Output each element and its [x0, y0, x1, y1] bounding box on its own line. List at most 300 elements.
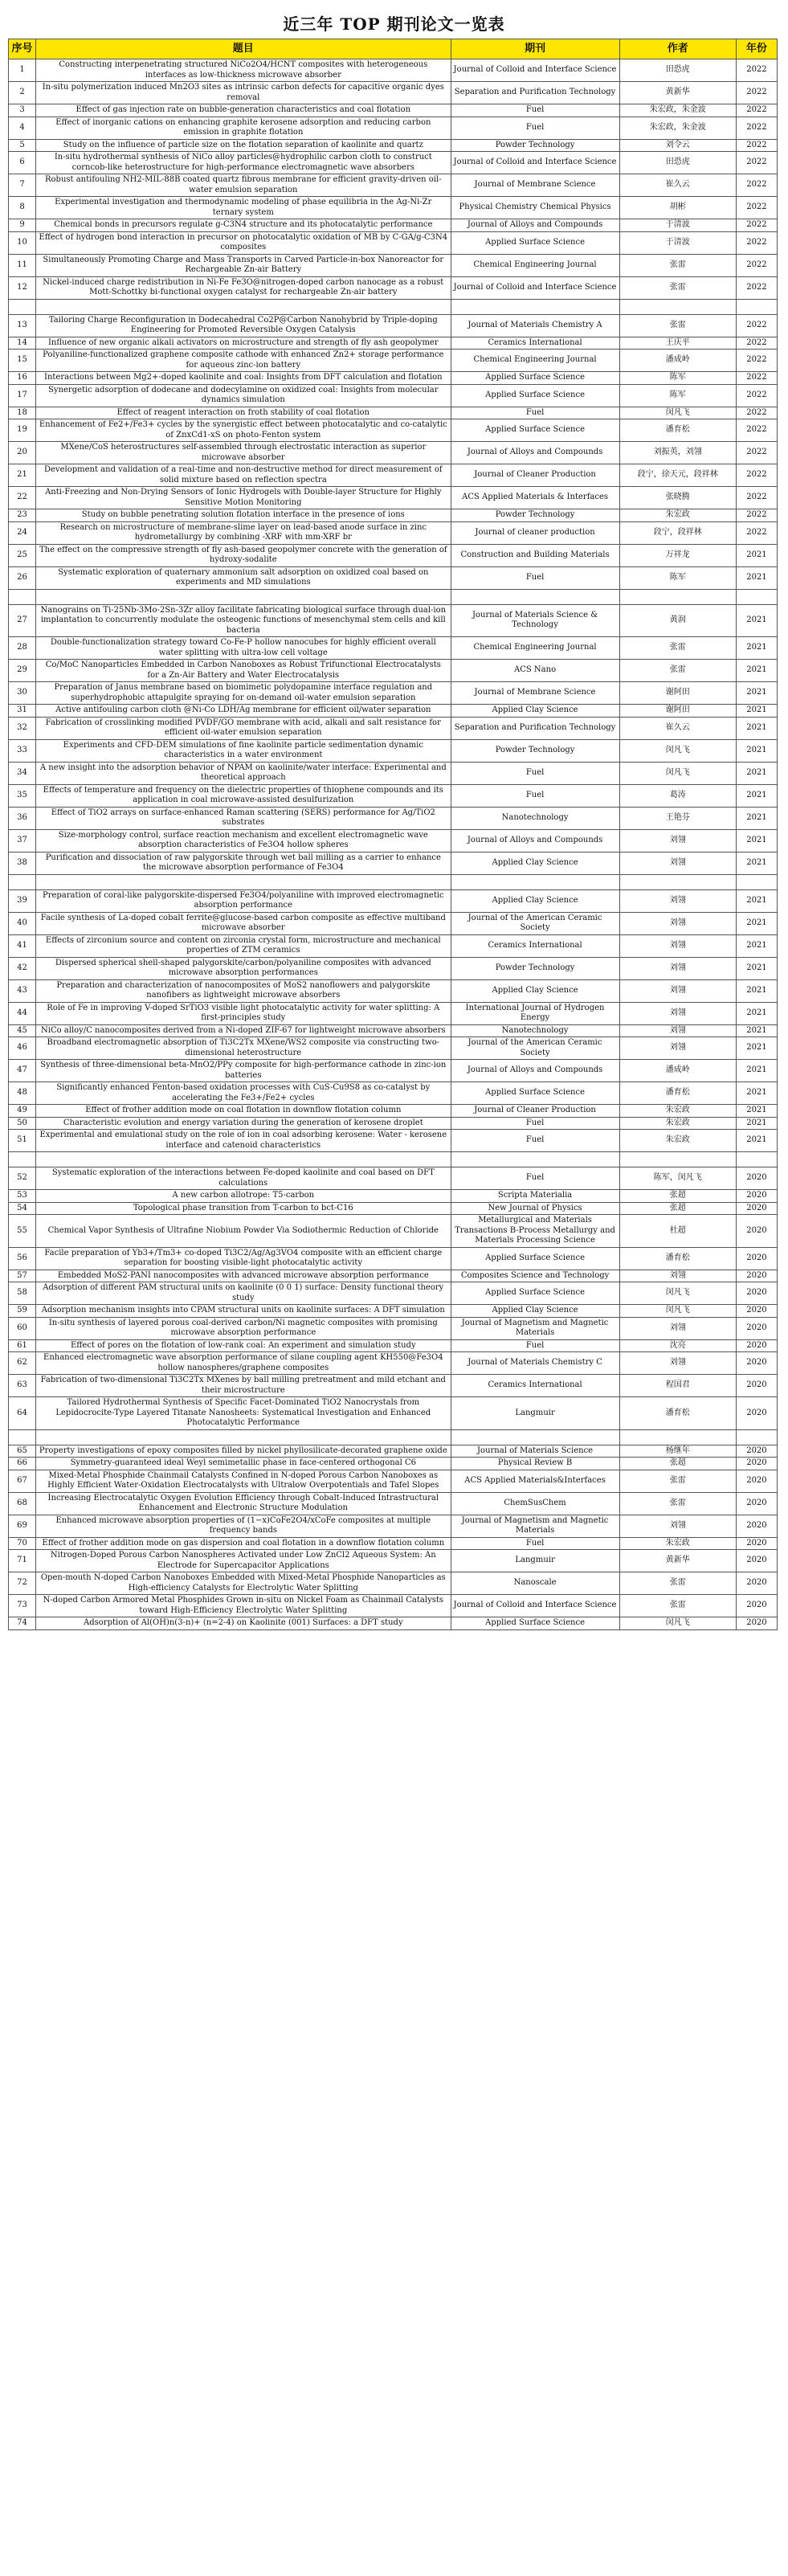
author-name: 陈军 [619, 372, 736, 385]
author-name: 陈军 [619, 384, 736, 407]
author-name: 田恐虎 [619, 152, 736, 174]
table-spacer-row [9, 1429, 778, 1445]
author-name: 刘翎 [619, 852, 736, 874]
year-cell: 2022 [736, 197, 777, 219]
table-spacer-row [9, 874, 778, 889]
year-cell: 2020 [736, 1215, 777, 1248]
journal-name: Nanotechnology [451, 1024, 619, 1037]
spacer-cell [736, 1429, 777, 1445]
table-row [9, 1317, 778, 1339]
author-name: 张超 [619, 1202, 736, 1215]
journal-name: Applied Surface Science [451, 1282, 619, 1305]
journal-name: ChemSusChem [451, 1492, 619, 1515]
spacer-cell [619, 589, 736, 604]
table-row [9, 419, 778, 442]
journal-name: Fuel [451, 566, 619, 589]
row-number: 56 [9, 1247, 36, 1270]
year-cell: 2021 [736, 1024, 777, 1037]
table-row [9, 350, 778, 372]
year-cell: 2021 [736, 1002, 777, 1024]
paper-title: Increasing Electrocatalytic Oxygen Evolution Efficiency through Cobalt-Induced Intrastructural Enhancement and Electronic Structure Modulation [36, 1492, 451, 1515]
row-number: 13 [9, 314, 36, 337]
author-name: 朱宏政 [619, 509, 736, 522]
author-name: 张雷 [619, 1470, 736, 1492]
table-row [9, 337, 778, 350]
paper-table [8, 39, 778, 1630]
journal-name: Journal of Cleaner Production [451, 464, 619, 487]
table-row [9, 1167, 778, 1190]
row-number: 19 [9, 419, 36, 442]
year-cell: 2020 [736, 1515, 777, 1537]
year-cell: 2022 [736, 152, 777, 174]
row-number: 25 [9, 544, 36, 566]
row-number: 49 [9, 1105, 36, 1118]
paper-title: Double-functionalization strategy toward Co-Fe-P hollow nanocubes for highly efficient overall water splitting with ultra-low cell voltage [36, 637, 451, 660]
paper-title: Study on bubble penetrating solution flotation interface in the presence of ions [36, 509, 451, 522]
author-name: 潘成岭 [619, 1060, 736, 1082]
spacer-cell [9, 299, 36, 314]
row-number: 3 [9, 104, 36, 117]
table-row [9, 1270, 778, 1282]
journal-name: Physical Review B [451, 1458, 619, 1470]
year-cell: 2022 [736, 254, 777, 276]
author-name: 张雷 [619, 314, 736, 337]
paper-title: NiCo alloy/C nanocomposites derived from a Ni-doped ZIF-67 for lightweight microwave absorbers [36, 1024, 451, 1037]
table-row [9, 852, 778, 874]
author-name: 张雷 [619, 254, 736, 276]
row-number: 22 [9, 487, 36, 509]
author-name: 沈亮 [619, 1339, 736, 1352]
paper-title: Nickel-induced charge redistribution in Ni-Fe Fe3O@nitrogen-doped carbon nanocage as a robust Mott-Schottky bi-functional oxygen catalyst for rechargeable Zn-air battery [36, 276, 451, 299]
journal-name: Nanoscale [451, 1572, 619, 1595]
row-number: 5 [9, 139, 36, 152]
author-name: 刘翎 [619, 1270, 736, 1282]
row-number: 37 [9, 829, 36, 852]
table-row [9, 521, 778, 544]
row-number: 52 [9, 1167, 36, 1190]
journal-name: Applied Clay Science [451, 889, 619, 912]
row-number: 32 [9, 717, 36, 739]
paper-title: Synergetic adsorption of dodecane and dodecylamine on oxidized coal: Insights from molecular dynamics simulation [36, 384, 451, 407]
author-name: 崔久云 [619, 717, 736, 739]
year-cell: 2021 [736, 637, 777, 660]
journal-name: Journal of Materials Chemistry A [451, 314, 619, 337]
page-title: 近三年 TOP 期刊论文一览表 [283, 14, 505, 34]
table-row [9, 487, 778, 509]
journal-name: Journal of Materials Science & Technology [451, 604, 619, 637]
paper-title: Significantly enhanced Fenton-based oxidation processes with CuS-Cu9S8 as co-catalyst by accelerating the Fe3+/Fe2+ cycles [36, 1082, 451, 1105]
year-cell: 2020 [736, 1572, 777, 1595]
journal-name: Fuel [451, 117, 619, 139]
author-name: 刘令云 [619, 139, 736, 152]
spacer-cell [451, 299, 619, 314]
table-row [9, 509, 778, 522]
author-name: 陈军 [619, 566, 736, 589]
table-row [9, 1617, 778, 1630]
journal-name: Fuel [451, 1117, 619, 1130]
row-number: 20 [9, 442, 36, 464]
author-name: 闵凡飞 [619, 739, 736, 762]
author-name: 朱宏政，朱金波 [619, 104, 736, 117]
table-row [9, 1595, 778, 1617]
row-number: 14 [9, 337, 36, 350]
journal-name: Chemical Engineering Journal [451, 350, 619, 372]
journal-name: Separation and Purification Technology [451, 717, 619, 739]
paper-title: Anti-Freezing and Non-Drying Sensors of Ionic Hydrogels with Double-layer Structure for Highly Sensitive Motion Monitoring [36, 487, 451, 509]
paper-title: Interactions between Mg2+-doped kaolinite and coal: Insights from DFT calculation and flotation [36, 372, 451, 385]
year-cell: 2022 [736, 464, 777, 487]
paper-title: Facile preparation of Yb3+/Tm3+ co-doped Ti3C2/Ag/Ag3VO4 composite with an efficient charge separation for boosting visible-light photocatalytic activity [36, 1247, 451, 1270]
year-cell: 2021 [736, 1130, 777, 1152]
journal-name: Applied Clay Science [451, 979, 619, 1002]
table-row [9, 1282, 778, 1305]
spacer-cell [36, 874, 451, 889]
row-number: 41 [9, 934, 36, 957]
spacer-cell [736, 1152, 777, 1167]
table-row [9, 912, 778, 934]
row-number: 30 [9, 682, 36, 705]
year-cell: 2022 [736, 174, 777, 197]
paper-title: Experiments and CFD-DEM simulations of fine kaolinite particle sedimentation dynamic characteristics in a water environment [36, 739, 451, 762]
row-number: 60 [9, 1317, 36, 1339]
spacer-cell [619, 299, 736, 314]
paper-title: Systematic exploration of quaternary ammonium salt adsorption on oxidized coal based on experiments and MD simulations [36, 566, 451, 589]
year-cell: 2022 [736, 442, 777, 464]
author-name: 刘振英，刘翎 [619, 442, 736, 464]
journal-name: Applied Clay Science [451, 705, 619, 718]
journal-name: Langmuir [451, 1550, 619, 1572]
row-number: 58 [9, 1282, 36, 1305]
table-row [9, 1515, 778, 1537]
table-row [9, 1470, 778, 1492]
paper-title: Open-mouth N-doped Carbon Nanoboxes Embedded with Mixed-Metal Phosphide Nanoparticles as High-efficiency Catalysts for Electrolytic Water Splitting [36, 1572, 451, 1595]
journal-name: Journal of the American Ceramic Society [451, 912, 619, 934]
journal-name: New Journal of Physics [451, 1202, 619, 1215]
spacer-cell [736, 874, 777, 889]
paper-title: Dispersed spherical shell-shaped palygorskite/carbon/polyaniline composites with advanced microwave absorption performances [36, 957, 451, 979]
journal-name: Applied Surface Science [451, 1247, 619, 1270]
author-name: 刘翎 [619, 1515, 736, 1537]
year-cell: 2022 [736, 59, 777, 82]
row-number: 45 [9, 1024, 36, 1037]
paper-title: Synthesis of three-dimensional beta-MnO2/PPy composite for high-performance cathode in zinc-ion batteries [36, 1060, 451, 1082]
spacer-cell [619, 1152, 736, 1167]
author-name: 崔久云 [619, 174, 736, 197]
journal-name: Chemical Engineering Journal [451, 637, 619, 660]
paper-title: Tailored Hydrothermal Synthesis of Specific Facet-Dominated TiO2 Nanocrystals from Lepidocrocite-Type Layered Titanate Nanosheets: Systematical Investigation and Enhanced Photocatalytic Performance [36, 1397, 451, 1430]
author-name: 闵凡飞 [619, 762, 736, 784]
journal-name: Fuel [451, 104, 619, 117]
author-name: 胡彬 [619, 197, 736, 219]
row-number: 70 [9, 1537, 36, 1550]
year-cell: 2021 [736, 660, 777, 682]
journal-name: Journal of Colloid and Interface Science [451, 1595, 619, 1617]
paper-title: Effect of TiO2 arrays on surface-enhanced Raman scattering (SERS) performance for Ag/TiO2 substrates [36, 807, 451, 829]
year-cell: 2022 [736, 350, 777, 372]
author-name: 张超 [619, 1458, 736, 1470]
journal-name: Applied Surface Science [451, 1082, 619, 1105]
table-header-row [9, 39, 778, 59]
journal-name: Fuel [451, 1167, 619, 1190]
year-cell: 2021 [736, 784, 777, 807]
row-number: 73 [9, 1595, 36, 1617]
table-row [9, 1190, 778, 1203]
paper-title: Adsorption of Al(OH)n(3-n)+ (n=2-4) on Kaolinite (001) Surfaces: a DFT study [36, 1617, 451, 1630]
table-row [9, 152, 778, 174]
year-cell: 2021 [736, 739, 777, 762]
journal-name: Journal of Materials Science [451, 1445, 619, 1458]
paper-title: Constructing interpenetrating structured NiCo2O4/HCNT composites with heterogeneous interfaces as low-thickness microwave absorber [36, 59, 451, 82]
year-cell: 2020 [736, 1458, 777, 1470]
journal-name: Applied Surface Science [451, 384, 619, 407]
author-name: 刘翎 [619, 889, 736, 912]
paper-title: Nitrogen-Doped Porous Carbon Nanospheres Activated under Low ZnCl2 Aqueous System: An Electrode for Supercapacitor Applications [36, 1550, 451, 1572]
paper-title: A new carbon allotrope: T5-carbon [36, 1190, 451, 1203]
year-cell: 2022 [736, 231, 777, 254]
year-cell: 2022 [736, 407, 777, 419]
row-number: 43 [9, 979, 36, 1002]
author-name: 黄新华 [619, 82, 736, 104]
author-name: 闵凡飞 [619, 1617, 736, 1630]
year-cell: 2021 [736, 807, 777, 829]
journal-name: Journal of cleaner production [451, 521, 619, 544]
table-row [9, 762, 778, 784]
row-number: 69 [9, 1515, 36, 1537]
paper-title: Effects of zirconium source and content on zirconia crystal form, microstructure and mechanical properties of ZTM ceramics [36, 934, 451, 957]
paper-title: Fabrication of two-dimensional Ti3C2Tx MXenes by ball milling pretreatment and mild etchant and their microstructure [36, 1375, 451, 1397]
table-spacer-row [9, 589, 778, 604]
paper-title: Systematic exploration of the interactions between Fe-doped kaolinite and coal based on DFT calculations [36, 1167, 451, 1190]
table-row [9, 254, 778, 276]
author-name: 闵凡飞 [619, 407, 736, 419]
table-row [9, 442, 778, 464]
year-cell: 2020 [736, 1282, 777, 1305]
paper-title: The effect on the compressive strength of fly ash-based geopolymer concrete with the generation of hydroxy-sodalite [36, 544, 451, 566]
paper-title: Broadband electromagnetic absorption of Ti3C2Tx MXene/WS2 composite via constructing two-dimensional heterostructure [36, 1037, 451, 1060]
spacer-cell [9, 1429, 36, 1445]
row-number: 9 [9, 219, 36, 232]
year-cell: 2020 [736, 1202, 777, 1215]
author-name: 潘育松 [619, 1082, 736, 1105]
year-cell: 2022 [736, 487, 777, 509]
table-row [9, 139, 778, 152]
row-number: 46 [9, 1037, 36, 1060]
spacer-cell [451, 589, 619, 604]
author-name: 黄新华 [619, 1550, 736, 1572]
year-cell: 2022 [736, 139, 777, 152]
paper-title: MXene/CoS heterostructures self-assembled through electrostatic interaction as superior microwave absorber [36, 442, 451, 464]
author-name: 刘翎 [619, 979, 736, 1002]
paper-title: Size-morphology control, surface reaction mechanism and excellent electromagnetic wave absorption characteristics of Fe3O4 hollow spheres [36, 829, 451, 852]
paper-title: Research on microstructure of membrane-slime layer on lead-based anode surface in zinc hydrometallurgy by combining -XRF with mm-XRF br [36, 521, 451, 544]
author-name: 谢阿田 [619, 682, 736, 705]
paper-title: Symmetry-guaranteed ideal Weyl semimetallic phase in face-centered orthogonal C6 [36, 1458, 451, 1470]
journal-name: Scripta Materialia [451, 1190, 619, 1203]
author-name: 闵凡飞 [619, 1305, 736, 1318]
paper-title: Property investigations of epoxy composites filled by nickel phyllosilicate-decorated graphene oxide [36, 1445, 451, 1458]
row-number: 65 [9, 1445, 36, 1458]
paper-title: Characteristic evolution and energy variation during the generation of kerosene droplet [36, 1117, 451, 1130]
journal-name: ACS Nano [451, 660, 619, 682]
author-name: 于清波 [619, 231, 736, 254]
spacer-cell [9, 589, 36, 604]
paper-title: A new insight into the adsorption behavior of NPAM on kaolinite/water interface: Experimental and theoretical approach [36, 762, 451, 784]
table-row [9, 1550, 778, 1572]
author-name: 潘育松 [619, 1397, 736, 1430]
row-number: 38 [9, 852, 36, 874]
year-cell: 2021 [736, 566, 777, 589]
row-number: 6 [9, 152, 36, 174]
table-row [9, 739, 778, 762]
paper-title: Effect of inorganic cations on enhancing graphite kerosene adsorption and reducing carbon emission in graphite flotation [36, 117, 451, 139]
year-cell: 2022 [736, 82, 777, 104]
paper-title: Experimental investigation and thermodynamic modeling of phase equilibria in the Ag-Ni-Zr ternary system [36, 197, 451, 219]
journal-name: Journal of Magnetism and Magnetic Materials [451, 1317, 619, 1339]
author-name: 杜超 [619, 1215, 736, 1248]
row-number: 33 [9, 739, 36, 762]
paper-title: Robust antifouling NH2-MIL-88B coated quartz fibrous membrane for efficient gravity-driven oil-water emulsion separation [36, 174, 451, 197]
table-row [9, 1375, 778, 1397]
author-name: 田恐虎 [619, 59, 736, 82]
table-row [9, 604, 778, 637]
journal-name: Powder Technology [451, 739, 619, 762]
table-row [9, 829, 778, 852]
year-cell: 2021 [736, 1105, 777, 1118]
paper-title: Effect of pores on the flotation of low-rank coal: An experiment and simulation study [36, 1339, 451, 1352]
paper-title: Effect of hydrogen bond interaction in precursor on photocatalytic oxidation of MB by C-GA/g-C3N4 composites [36, 231, 451, 254]
year-cell: 2021 [736, 705, 777, 718]
year-cell: 2022 [736, 337, 777, 350]
row-number: 15 [9, 350, 36, 372]
author-name: 朱宏政，朱金波 [619, 117, 736, 139]
year-cell: 2020 [736, 1352, 777, 1375]
year-cell: 2021 [736, 852, 777, 874]
year-cell: 2020 [736, 1445, 777, 1458]
journal-name: Fuel [451, 1130, 619, 1152]
spacer-cell [36, 299, 451, 314]
author-name: 刘翎 [619, 957, 736, 979]
row-number: 11 [9, 254, 36, 276]
year-cell: 2020 [736, 1305, 777, 1318]
author-name: 张超 [619, 1190, 736, 1203]
journal-name: Fuel [451, 407, 619, 419]
journal-name: Applied Surface Science [451, 372, 619, 385]
year-cell: 2022 [736, 104, 777, 117]
row-number: 63 [9, 1375, 36, 1397]
table-row [9, 1305, 778, 1318]
paper-title: Co/MoC Nanoparticles Embedded in Carbon Nanoboxes as Robust Trifunctional Electrocatalysts for a Zn-Air Battery and Water Electrocatalysis [36, 660, 451, 682]
author-name: 刘翎 [619, 1037, 736, 1060]
row-number: 24 [9, 521, 36, 544]
row-number: 29 [9, 660, 36, 682]
author-name: 张雷 [619, 1572, 736, 1595]
year-cell: 2020 [736, 1595, 777, 1617]
journal-name: Separation and Purification Technology [451, 82, 619, 104]
author-name: 万祥龙 [619, 544, 736, 566]
year-cell: 2020 [736, 1317, 777, 1339]
year-cell: 2021 [736, 934, 777, 957]
row-number: 21 [9, 464, 36, 487]
author-name: 闵凡飞 [619, 1282, 736, 1305]
paper-title: Purification and dissociation of raw palygorskite through wet ball milling as a carrier to enhance the microwave absorption performance of Fe3O4 [36, 852, 451, 874]
table-row [9, 889, 778, 912]
table-row [9, 219, 778, 232]
row-number: 74 [9, 1617, 36, 1630]
spacer-cell [736, 299, 777, 314]
journal-name: ACS Applied Materials&Interfaces [451, 1470, 619, 1492]
table-row [9, 1130, 778, 1152]
spacer-cell [36, 1429, 451, 1445]
row-number: 59 [9, 1305, 36, 1318]
journal-name: Journal of Colloid and Interface Science [451, 276, 619, 299]
journal-name: Journal of Colloid and Interface Science [451, 59, 619, 82]
journal-name: Powder Technology [451, 957, 619, 979]
row-number: 66 [9, 1458, 36, 1470]
paper-title: Preparation of coral-like palygorskite-dispersed Fe3O4/polyaniline with improved electromagnetic absorption performance [36, 889, 451, 912]
table-row [9, 314, 778, 337]
journal-name: Journal of Cleaner Production [451, 1105, 619, 1118]
author-name: 程国君 [619, 1375, 736, 1397]
author-name: 朱宏政 [619, 1130, 736, 1152]
journal-name: Chemical Engineering Journal [451, 254, 619, 276]
author-name: 王艳芬 [619, 807, 736, 829]
table-row [9, 174, 778, 197]
table-row [9, 784, 778, 807]
table-row [9, 1458, 778, 1470]
year-cell: 2021 [736, 682, 777, 705]
author-name: 于清波 [619, 219, 736, 232]
year-cell: 2020 [736, 1270, 777, 1282]
journal-name: Journal of Alloys and Compounds [451, 1060, 619, 1082]
header-title: 题目 [36, 39, 451, 59]
author-name: 刘翎 [619, 934, 736, 957]
year-cell: 2020 [736, 1550, 777, 1572]
journal-name: Journal of Membrane Science [451, 682, 619, 705]
journal-name: Construction and Building Materials [451, 544, 619, 566]
row-number: 68 [9, 1492, 36, 1515]
author-name: 刘翎 [619, 1024, 736, 1037]
row-number: 23 [9, 509, 36, 522]
author-name: 潘育松 [619, 419, 736, 442]
row-number: 7 [9, 174, 36, 197]
table-row [9, 1002, 778, 1024]
row-number: 53 [9, 1190, 36, 1203]
year-cell: 2020 [736, 1339, 777, 1352]
paper-title: Preparation of Janus membrane based on biomimetic polydopamine interface regulation and superhydrophobic attapulgite spraying for on-demand oil-water emulsion separation [36, 682, 451, 705]
author-name: 杨继年 [619, 1445, 736, 1458]
year-cell: 2021 [736, 1060, 777, 1082]
author-name: 葛涛 [619, 784, 736, 807]
journal-name: Langmuir [451, 1397, 619, 1430]
row-number: 10 [9, 231, 36, 254]
table-row [9, 1082, 778, 1105]
journal-name: Metallurgical and Materials Transactions B-Process Metallurgy and Materials Processing Science [451, 1215, 619, 1248]
journal-name: Journal of the American Ceramic Society [451, 1037, 619, 1060]
table-row [9, 1492, 778, 1515]
table-row [9, 59, 778, 82]
table-row [9, 934, 778, 957]
year-cell: 2021 [736, 912, 777, 934]
table-row [9, 276, 778, 299]
table-row [9, 1202, 778, 1215]
author-name: 张晓腾 [619, 487, 736, 509]
author-name: 朱宏政 [619, 1117, 736, 1130]
table-row [9, 566, 778, 589]
row-number: 47 [9, 1060, 36, 1082]
row-number: 40 [9, 912, 36, 934]
row-number: 2 [9, 82, 36, 104]
paper-title: Study on the influence of particle size on the flotation separation of kaolinite and quartz [36, 139, 451, 152]
